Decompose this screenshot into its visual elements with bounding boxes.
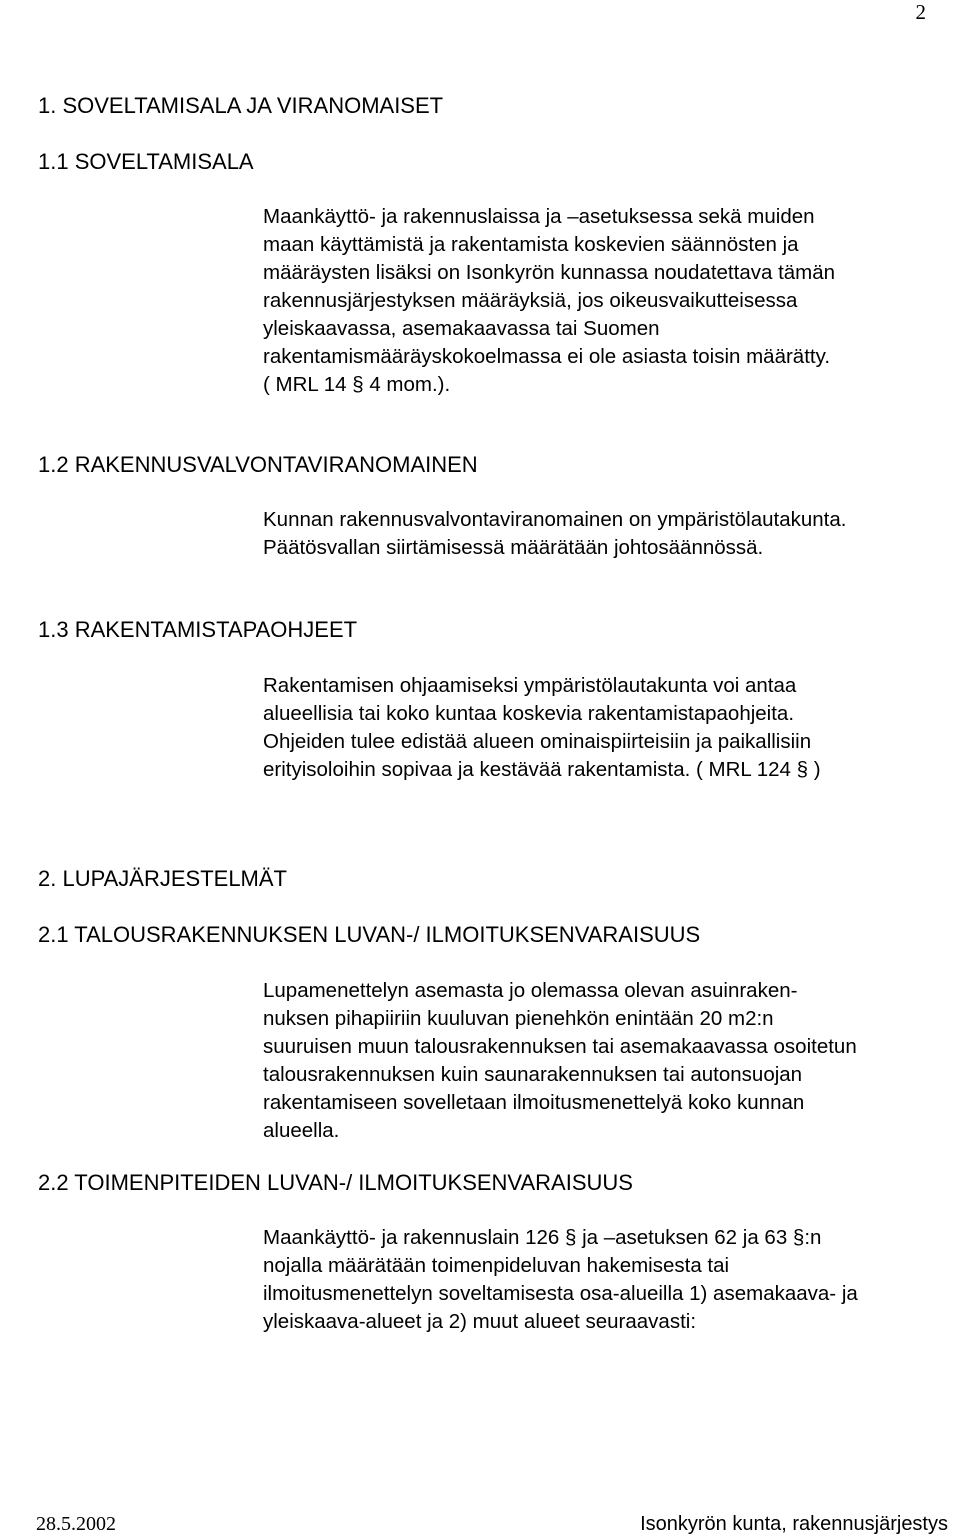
body-line: alueella. (263, 1119, 340, 1142)
body-line: määräysten lisäksi on Isonkyrön kunnassa noudatettava tämän (263, 261, 836, 284)
body-line: maan käyttämistä ja rakentamista koskevien säännösten ja (263, 233, 799, 256)
body-line: Kunnan rakennusvalvontaviranomainen on ympäristölautakunta. (263, 508, 847, 531)
body-line: Rakentamisen ohjaamiseksi ympäristölautakunta voi antaa (263, 674, 797, 697)
body-line: rakennusjärjestyksen määräyksiä, jos oikeusvaikutteisessa (263, 289, 798, 312)
body-line: erityisoloihin sopivaa ja kestävää rakentamista. ( MRL 124 § ) (263, 758, 821, 781)
body-line: suuruisen muun talousrakennuksen tai asemakaavassa osoitetun (263, 1035, 857, 1058)
footer-date: 28.5.2002 (36, 1513, 116, 1535)
body-line: yleiskaavassa, asemakaavassa tai Suomen (263, 317, 660, 340)
body-line: nuksen pihapiiriin kuuluvan pienehkön enintään 20 m2:n (263, 1007, 774, 1030)
section-body-1-1 (263, 203, 960, 399)
page-number: 2 (915, 0, 926, 24)
body-line: nojalla määrätään toimenpideluvan hakemisesta tai (263, 1254, 730, 1277)
section-body-2-2 (263, 1224, 960, 1336)
section-heading-1-1: 1.1 SOVELTAMISALA (38, 149, 254, 174)
body-line: ( MRL 14 § 4 mom.). (263, 373, 451, 396)
section-heading-2: 2. LUPAJÄRJESTELMÄT (38, 866, 287, 891)
footer-document-title: Isonkyrön kunta, rakennusjärjestys (640, 1513, 948, 1535)
section-body-1-2 (263, 506, 960, 562)
section-body-2-1 (263, 977, 960, 1145)
body-line: ilmoitusmenettelyn soveltamisesta osa-alueilla 1) asemakaava- ja (263, 1282, 858, 1305)
body-line: Ohjeiden tulee edistää alueen ominaispiirteisiin ja paikallisiin (263, 730, 812, 753)
body-line: yleiskaava-alueet ja 2) muut alueet seuraavasti: (263, 1310, 697, 1333)
body-line: Lupamenettelyn asemasta jo olemassa olevan asuinraken- (263, 979, 798, 1002)
section-heading-2-2: 2.2 TOIMENPITEIDEN LUVAN-/ ILMOITUKSENVARAISUUS (38, 1170, 633, 1195)
body-line: rakentamiseen sovelletaan ilmoitusmenettelyä koko kunnan (263, 1091, 805, 1114)
body-line: Päätösvallan siirtämisessä määrätään johtosäännössä. (263, 536, 764, 559)
section-heading-1: 1. SOVELTAMISALA JA VIRANOMAISET (38, 93, 444, 118)
body-line: Maankäyttö- ja rakennuslain 126 § ja –asetuksen 62 ja 63 §:n (263, 1226, 822, 1249)
section-heading-1-3: 1.3 RAKENTAMISTAPAOHJEET (38, 617, 358, 642)
body-line: alueellisia tai koko kuntaa koskevia rakentamistapaohjeita. (263, 702, 795, 725)
body-line: rakentamismääräyskokoelmassa ei ole asiasta toisin määrätty. (263, 345, 831, 368)
section-heading-2-1: 2.1 TALOUSRAKENNUKSEN LUVAN-/ ILMOITUKSENVARAISUUS (38, 922, 701, 947)
section-heading-1-2: 1.2 RAKENNUSVALVONTAVIRANOMAINEN (38, 452, 478, 477)
section-body-1-3 (263, 672, 960, 784)
body-line: Maankäyttö- ja rakennuslaissa ja –asetuksessa sekä muiden (263, 205, 815, 228)
body-line: talousrakennuksen kuin saunarakennuksen tai autonsuojan (263, 1063, 803, 1086)
